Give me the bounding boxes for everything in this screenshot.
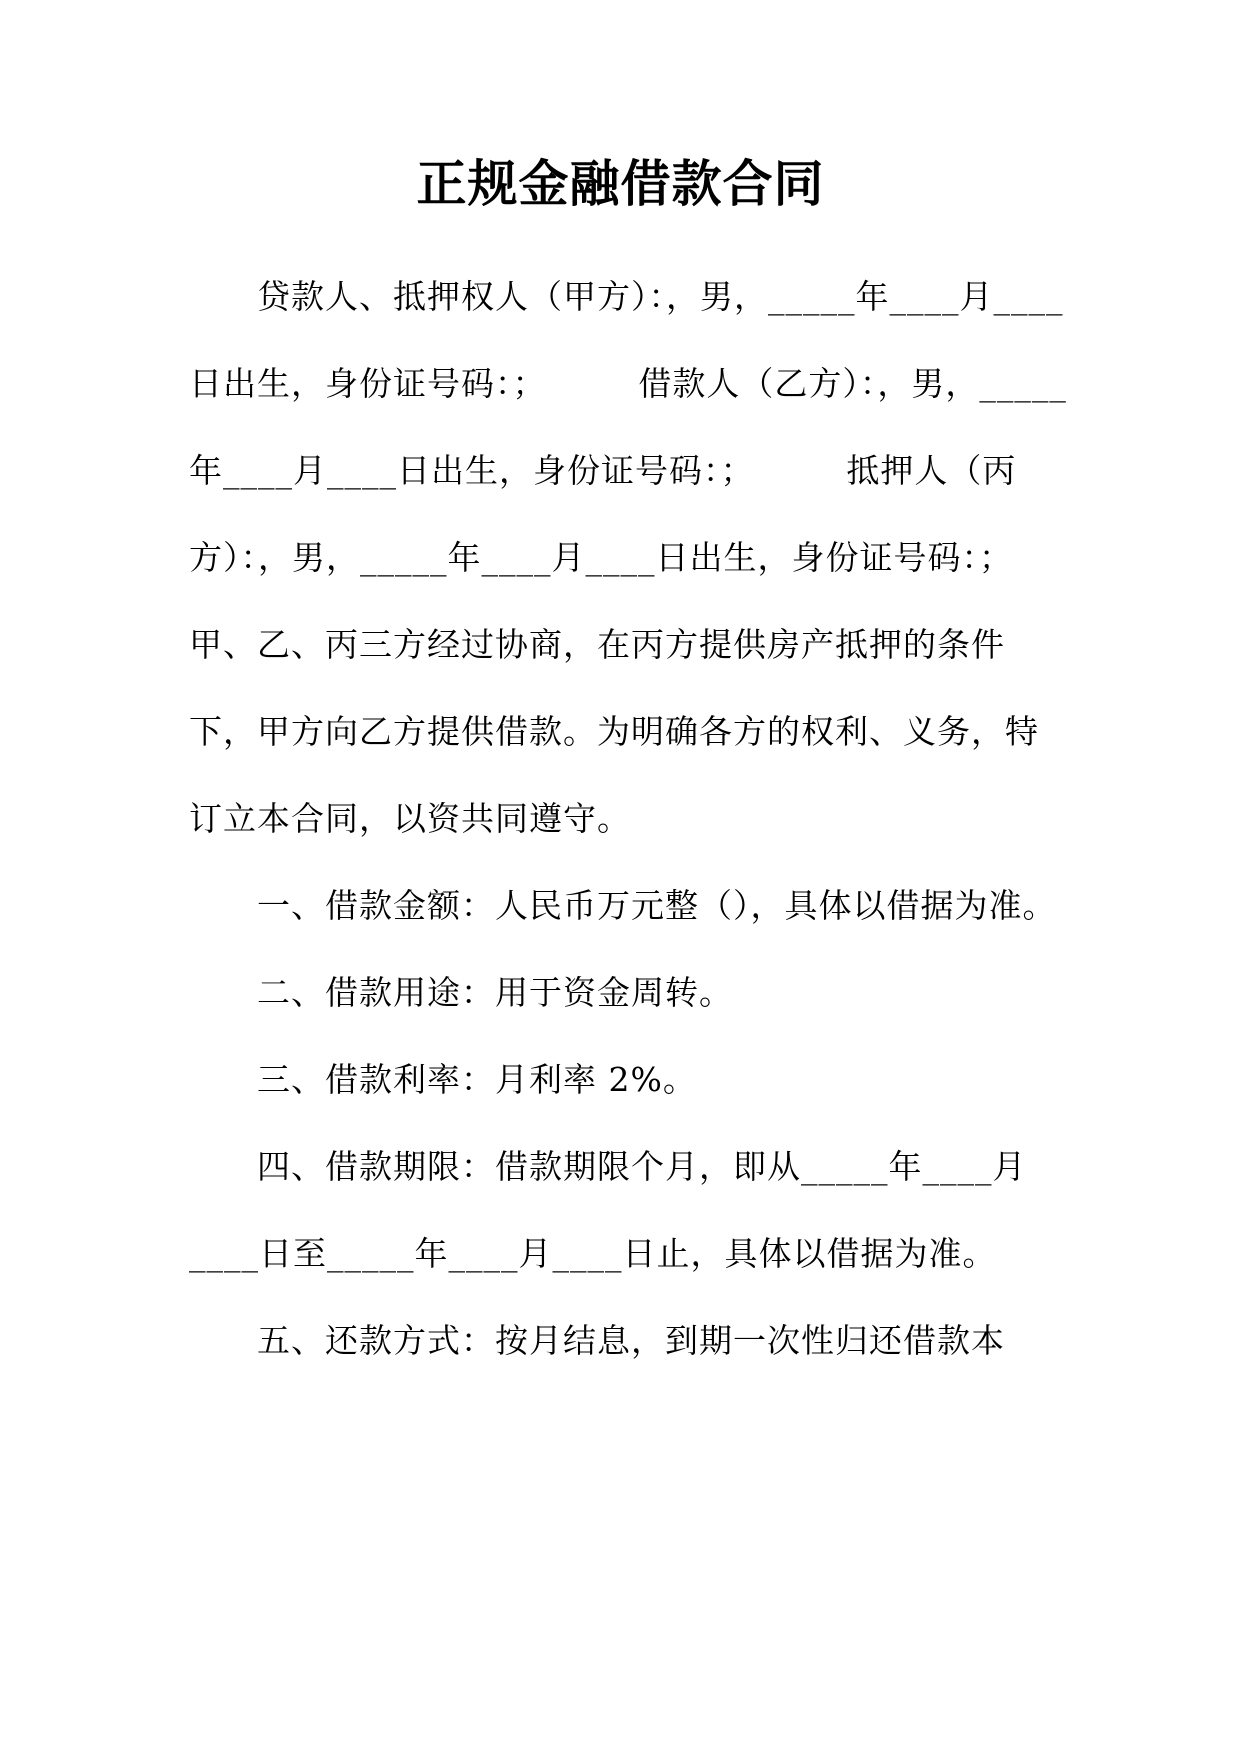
paragraph-line: 订立本合同，以资共同遵守。 (189, 799, 631, 838)
document-title: 正规金融借款合同 (416, 154, 825, 213)
paragraph-line: 方）：，男，_____年____月____日出生，身份证号码：； (189, 538, 1013, 577)
clause-term: 四、借款期限：借款期限个月，即从_____年____月 (257, 1147, 1027, 1186)
clause-interest-rate: 三、借款利率：月利率 2%。 (257, 1060, 697, 1099)
paragraph-line: 年____月____日出生，身份证号码：； 抵押人（丙 (189, 451, 1017, 490)
clause-term-continued: ____日至_____年____月____日止，具体以借据为准。 (189, 1234, 997, 1273)
paragraph-line: 下，甲方向乙方提供借款。为明确各方的权利、义务，特 (189, 712, 1039, 751)
paragraph-line: 日出生，身份证号码：； 借款人（乙方）：，男，_____ (189, 364, 1067, 403)
clause-purpose: 二、借款用途：用于资金周转。 (257, 973, 733, 1012)
paragraph-line: 甲、乙、丙三方经过协商，在丙方提供房产抵押的条件 (189, 625, 1005, 664)
clause-repayment: 五、还款方式：按月结息，到期一次性归还借款本 (257, 1321, 1005, 1360)
clause-amount: 一、借款金额：人民币万元整（），具体以借据为准。 (257, 886, 1057, 925)
paragraph-line: 贷款人、抵押权人（甲方）：，男，_____年____月____ (257, 277, 1064, 316)
